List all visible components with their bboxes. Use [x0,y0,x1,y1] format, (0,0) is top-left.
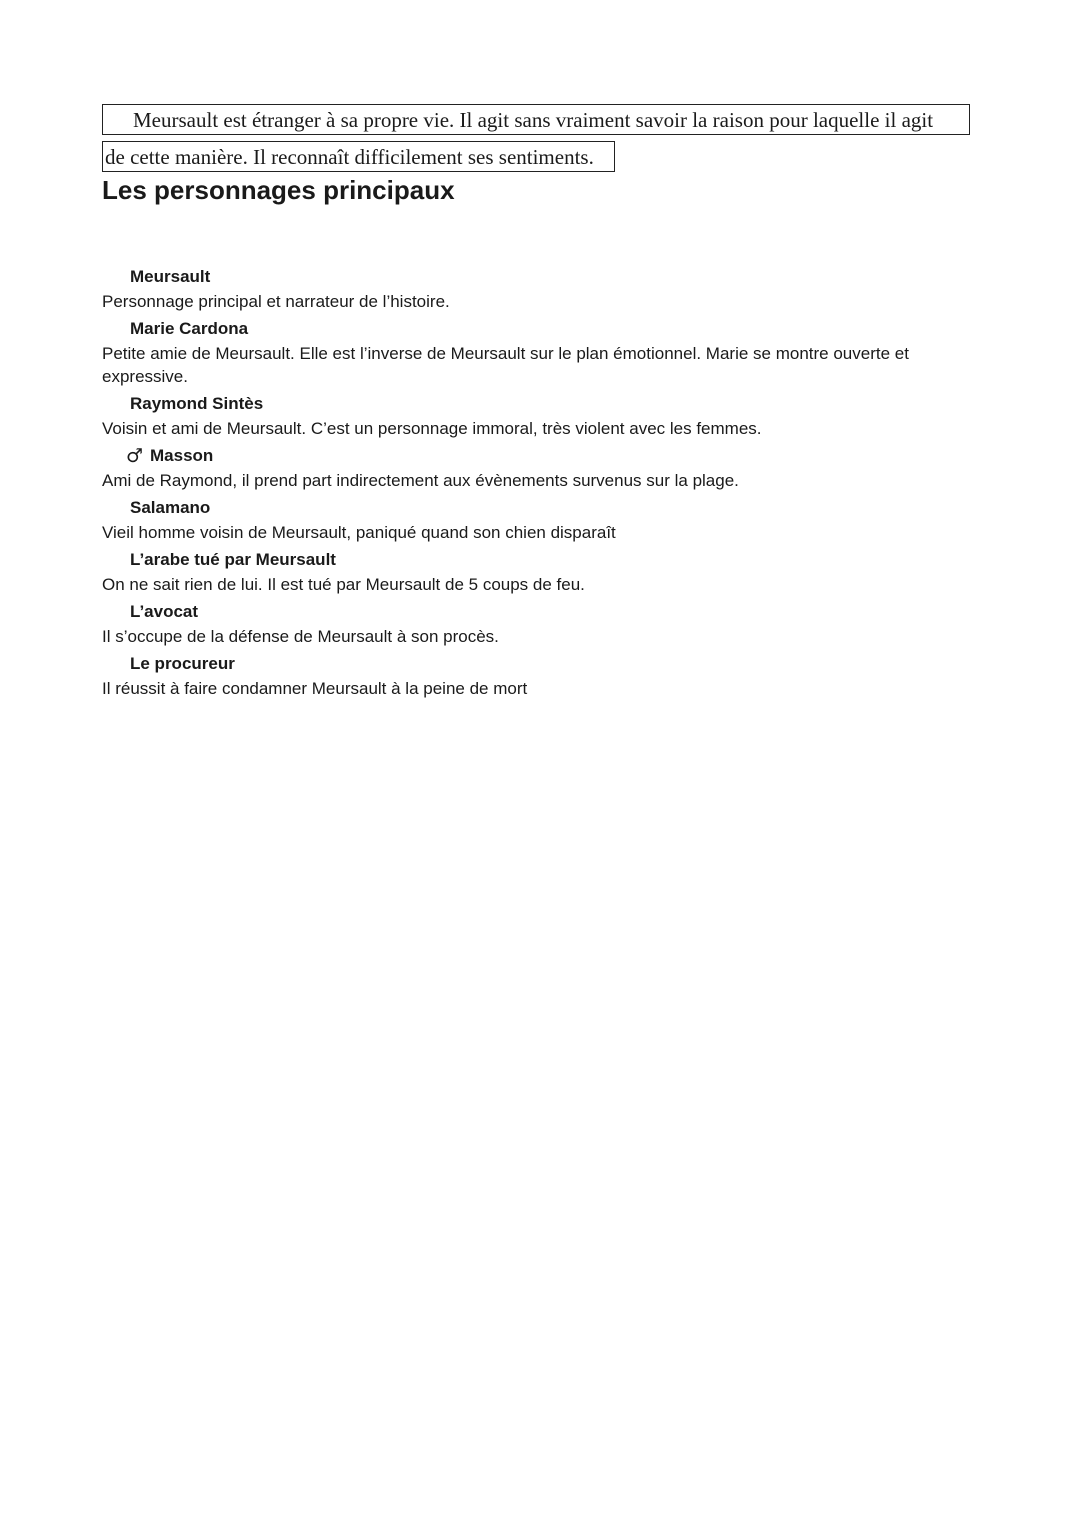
character-name [102,599,942,625]
intro-text-line-1 [102,104,970,135]
character-description: Petite amie de Meursault. Elle est l’inverse de Meursault sur le plan émotionnel. Marie se montre ouverte et expressive. [102,344,909,386]
character-name-text: Masson [150,446,214,465]
character-name-text: Raymond Sintès [130,394,264,413]
character-description: Personnage principal et narrateur de l’histoire. [102,292,450,311]
character-name [102,547,942,573]
character-name [102,495,942,521]
character-name [102,391,942,417]
character-description: Il s’occupe de la défense de Meursault à son procès. [102,627,499,646]
character-name-text: L’arabe tué par Meursault [130,550,336,569]
intro-text-1: Meursault est étranger à sa propre vie. Il agit sans vraiment savoir la raison pour laquelle il agit [133,107,934,132]
character-name-text: Marie Cardona [130,319,249,338]
character-description: Voisin et ami de Meursault. C’est un personnage immoral, très violent avec les femmes. [102,419,762,438]
character-name-text: Meursault [130,267,211,286]
male-sign-icon: ♂ [126,445,144,467]
intro-text-line-2 [102,141,615,172]
character-name-text: Salamano [130,498,211,517]
character-name-text: Le procureur [130,654,235,673]
character-name [102,443,942,469]
character-name-text: L’avocat [130,602,199,621]
section-title: Les personnages principaux [102,175,455,205]
character-name [102,264,942,290]
character-name [102,651,942,677]
character-name [102,316,942,342]
character-description: Ami de Raymond, il prend part indirectement aux évènements survenus sur la plage. [102,471,739,490]
character-list [102,264,942,703]
character-description: Il réussit à faire condamner Meursault à la peine de mort [102,679,528,698]
intro-text-2: de cette manière. Il reconnaît difficilement ses sentiments. [105,144,594,169]
character-description: Vieil homme voisin de Meursault, paniqué quand son chien disparaît [102,523,616,542]
character-description: On ne sait rien de lui. Il est tué par Meursault de 5 coups de feu. [102,575,585,594]
